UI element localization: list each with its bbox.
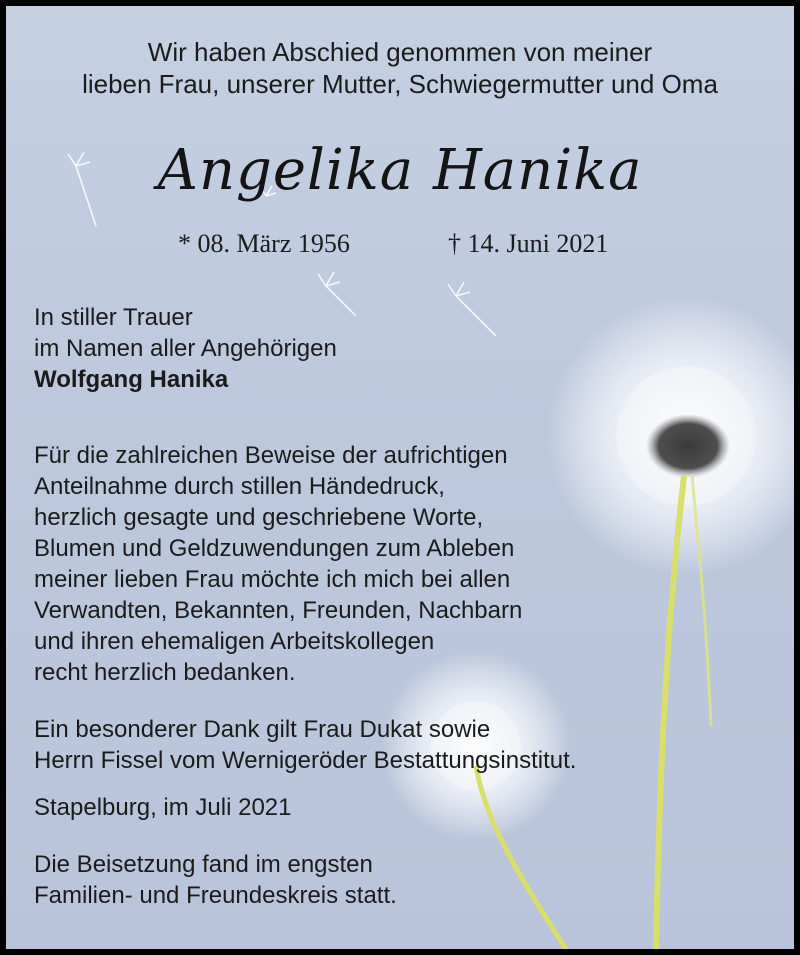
obituary-card bbox=[6, 6, 794, 949]
thanks-paragraph bbox=[34, 440, 522, 688]
thanks-line: und ihren ehemaligen Arbeitskollegen bbox=[34, 628, 435, 655]
signature-block bbox=[34, 302, 337, 395]
thanks-line: recht herzlich bedanken. bbox=[34, 659, 296, 686]
burial-note bbox=[34, 849, 397, 911]
intro-line: Wir haben Abschied genommen von meiner bbox=[147, 37, 653, 67]
signature-line: im Namen aller Angehörigen bbox=[34, 335, 337, 362]
deceased-name: Angelika Hanika bbox=[157, 138, 643, 203]
thanks-line: herzlich gesagte und geschriebene Worte, bbox=[34, 504, 484, 531]
signature-line: In stiller Trauer bbox=[34, 304, 193, 331]
thanks-line: Anteilnahme durch stillen Händedruck, bbox=[34, 473, 445, 500]
thanks-line: Verwandten, Bekannten, Freunden, Nachbarn bbox=[34, 597, 523, 624]
thanks-line: Blumen und Geldzuwendungen zum Ableben bbox=[34, 535, 515, 562]
thanks-line: meiner lieben Frau möchte ich mich bei allen bbox=[34, 566, 511, 593]
burial-line: Die Beisetzung fand im engsten bbox=[34, 851, 373, 878]
signature-name: Wolfgang Hanika bbox=[34, 366, 229, 393]
special-thanks-line: Herrn Fissel vom Wernigeröder Bestattungsinstitut. bbox=[34, 747, 577, 774]
birth-date: * 08. März 1956 bbox=[178, 229, 350, 258]
special-thanks-line: Ein besonderer Dank gilt Frau Dukat sowie bbox=[34, 716, 491, 743]
place-date: Stapelburg, im Juli 2021 bbox=[34, 794, 292, 821]
thanks-line: Für die zahlreichen Beweise der aufrichtigen bbox=[34, 442, 508, 469]
burial-line: Familien- und Freundeskreis statt. bbox=[34, 882, 397, 909]
intro-text bbox=[6, 36, 794, 100]
intro-line: lieben Frau, unserer Mutter, Schwiegermutter und Oma bbox=[82, 69, 718, 99]
special-thanks-paragraph bbox=[34, 714, 576, 776]
death-date: † 14. Juni 2021 bbox=[448, 229, 609, 258]
